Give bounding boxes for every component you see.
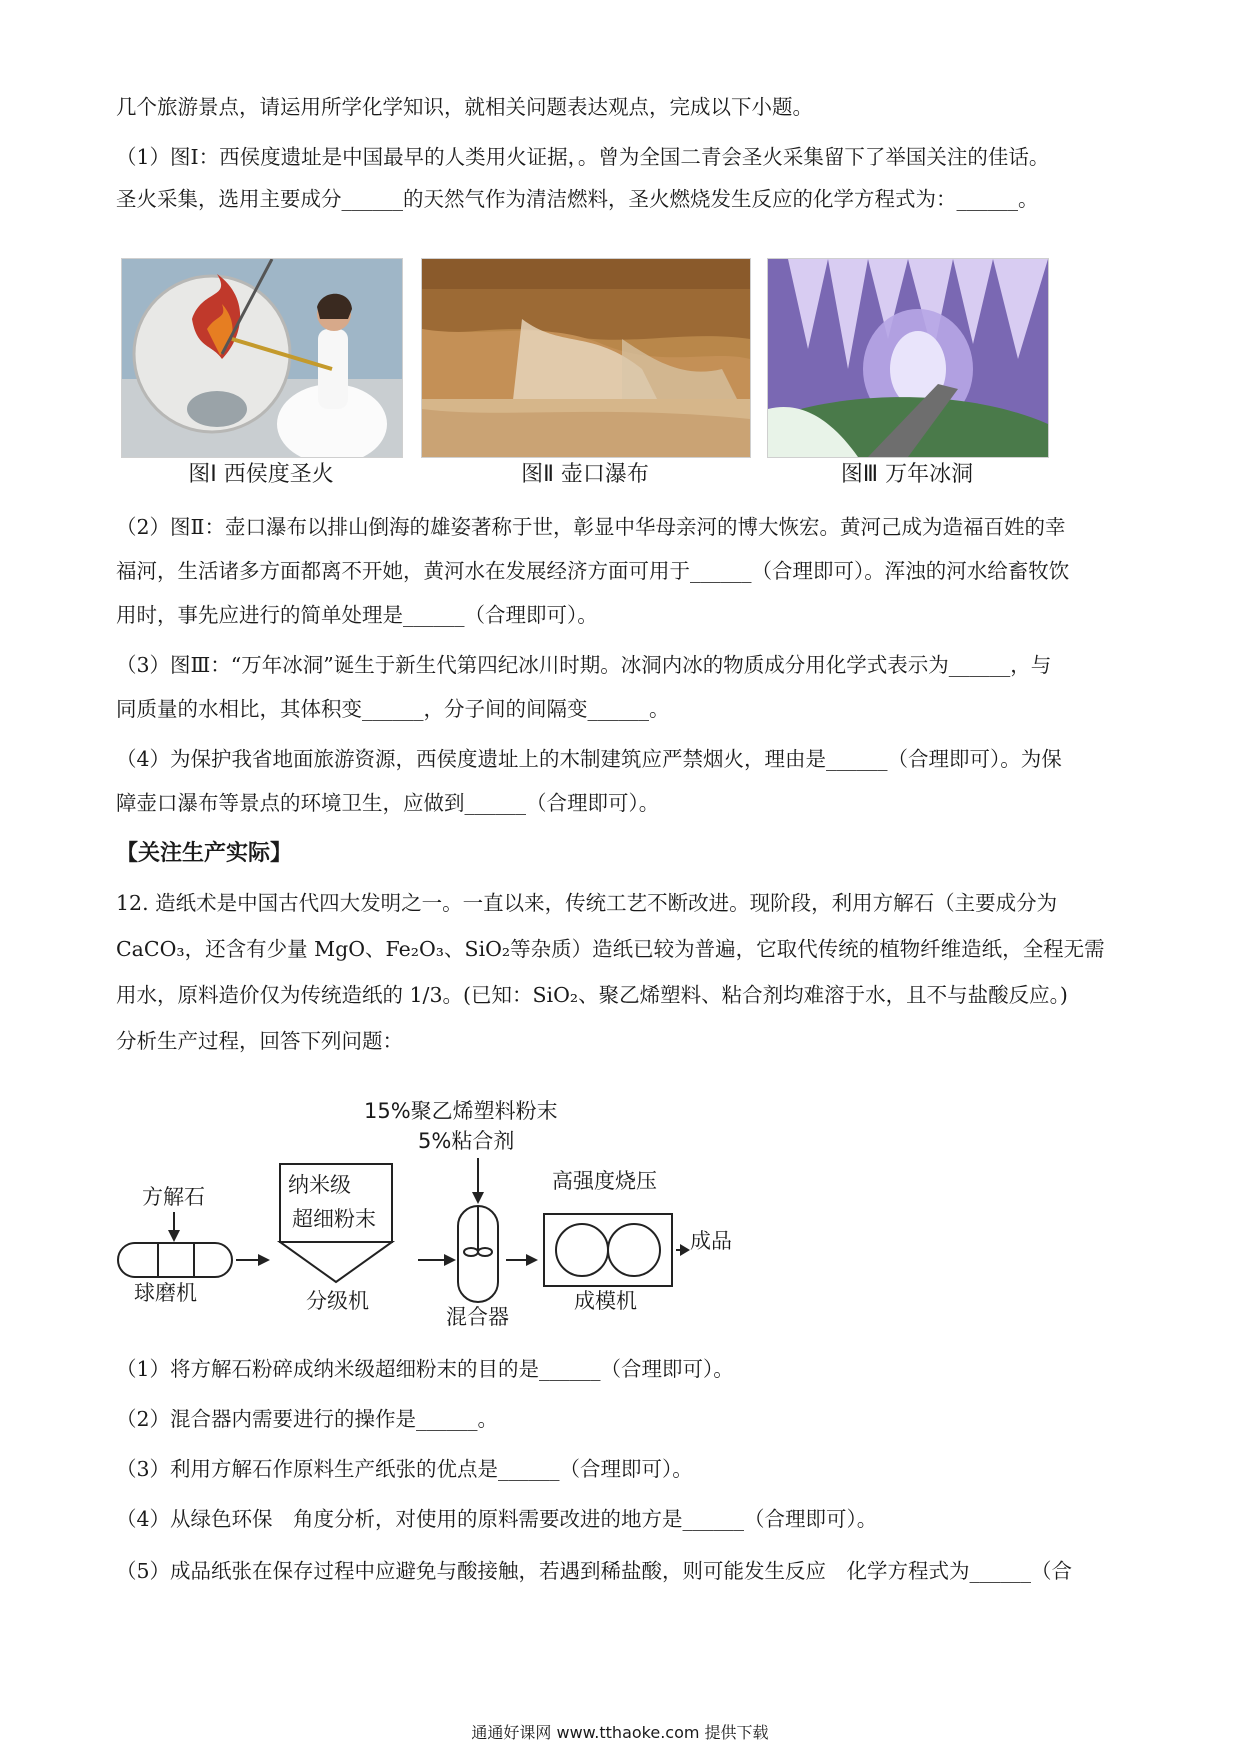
q12-sub2: （2）混合器内需要进行的操作是______。: [116, 1407, 499, 1431]
q11-part2-line1: （2）图Ⅱ：壶口瀑布以排山倒海的雄姿著称于世，彰显中华母亲河的博大恢宏。黄河己成为造福百姓的幸: [116, 515, 1066, 539]
q12-line3: 用水，原料造价仅为传统造纸的 1/3。(已知：SiO₂、聚乙烯塑料、粘合剂均难溶于水，且不与盐酸反应。): [116, 983, 1068, 1007]
classifier-label: 分级机: [306, 1289, 369, 1313]
classifier-box-shape: [280, 1164, 392, 1242]
classifier-funnel-shape: [280, 1242, 392, 1282]
q12-line2: CaCO₃，还含有少量 MgO、Fe₂O₃、SiO₂等杂质）造纸已较为普遍，它取代传统的植物纤维造纸，全程无需: [116, 937, 1105, 961]
q11-part4-line2: 障壶口瀑布等景点的环境卫生，应做到______（合理即可）。: [116, 791, 660, 815]
classifier-box-line1: 纳米级: [288, 1173, 351, 1197]
ball-mill-label: 球磨机: [134, 1281, 197, 1305]
q11-part1-line2: 圣火采集，选用主要成分______的天然气作为清洁燃料，圣火燃烧发生反应的化学方程式为：______。: [116, 187, 1039, 211]
ball-mill-shape: [118, 1243, 232, 1277]
q12-line4: 分析生产过程，回答下列问题：: [116, 1029, 403, 1053]
q11-part3-line2: 同质量的水相比，其体积变______，分子间的间隔变______。: [116, 697, 670, 721]
q11-part3-line1: （3）图Ⅲ：“万年冰洞”诞生于新生代第四纪冰川时期。冰洞内冰的物质成分用化学式表示为______，与: [116, 653, 1052, 677]
additive-plastic-label: 15%聚乙烯塑料粉末: [364, 1099, 558, 1123]
section-heading: 【关注生产实际】: [116, 840, 293, 866]
additive-binder-label: 5%粘合剂: [418, 1129, 515, 1153]
raw-material-label: 方解石: [142, 1185, 205, 1209]
q12-sub4: （4）从绿色环保 角度分析，对使用的原料需要改进的地方是______（合理即可）。: [116, 1507, 878, 1531]
q12-sub1: （1）将方解石粉碎成纳米级超细粉末的目的是______（合理即可）。: [116, 1357, 734, 1381]
q12-line1: 12. 造纸术是中国古代四大发明之一。一直以来，传统工艺不断改进。现阶段，利用方解石（主要成分为: [116, 891, 1058, 915]
q11-part2-line3: 用时，事先应进行的简单处理是______（合理即可）。: [116, 603, 598, 627]
photo-caption-3: 图Ⅲ 万年冰洞: [840, 462, 974, 487]
additive-arrow-head: [472, 1192, 484, 1204]
intro-text: 几个旅游景点，请运用所学化学知识，就相关问题表达观点，完成以下小题。: [116, 95, 813, 119]
classifier-box-line2: 超细粉末: [292, 1207, 376, 1231]
product-label: 成品: [690, 1229, 732, 1253]
press-label: 高强度烧压: [552, 1169, 657, 1193]
molder-label: 成模机: [574, 1289, 637, 1313]
q11-part1-line1: （1）图Ⅰ：西侯度遗址是中国最早的人类用火证据，。曾为全国二青会圣火采集留下了举国关注的佳话。: [116, 145, 1050, 169]
q11-part2-line2: 福河，生活诸多方面都离不开她，黄河水在发展经济方面可用于______（合理即可）。浑浊的河水给畜牧饮: [116, 559, 1070, 583]
photo-caption-1: 图Ⅰ 西侯度圣火: [188, 462, 334, 487]
q11-part4-line1: （4）为保护我省地面旅游资源，西侯度遗址上的木制建筑应严禁烟火，理由是______（合理即可）。为保: [116, 747, 1062, 771]
q12-sub3: （3）利用方解石作原料生产纸张的优点是______（合理即可）。: [116, 1457, 693, 1481]
page-footer: 通通好课网 www.tthaoke.com 提供下载: [471, 1723, 769, 1742]
raw-arrow-head: [168, 1230, 180, 1242]
q12-sub5: （5）成品纸张在保存过程中应避免与酸接触，若遇到稀盐酸，则可能发生反应 化学方程式为______（合: [116, 1559, 1073, 1583]
mixer-label: 混合器: [446, 1305, 509, 1329]
photo-caption-2: 图Ⅱ 壶口瀑布: [521, 462, 649, 487]
